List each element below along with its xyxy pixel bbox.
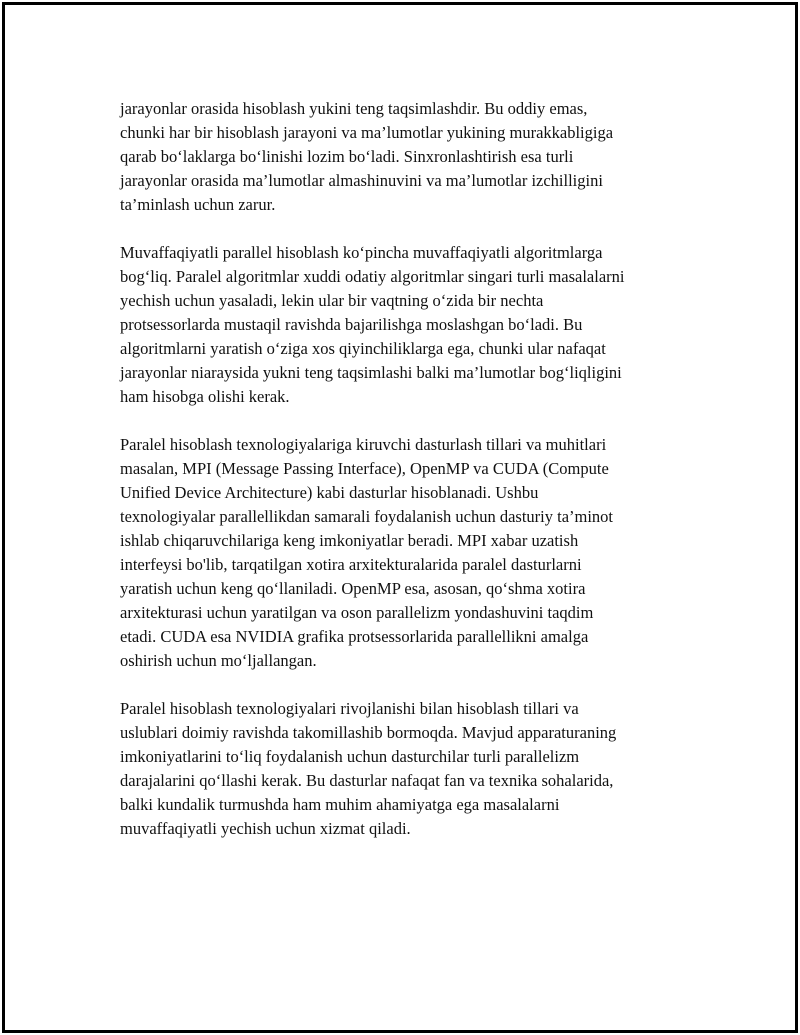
text-line: oshirish uchun mo‘ljallangan. [120, 651, 317, 670]
paragraph-1 [120, 97, 710, 217]
text-line: chunki har bir hisoblash jarayoni va ma’lumotlar yukining murakkabligiga [120, 123, 614, 142]
text-line: uslublari doimiy ravishda takomillashib bormoqda. Mavjud apparaturaning [120, 723, 617, 742]
text-line: ham hisobga olishi kerak. [120, 387, 290, 406]
text-line: imkoniyatlarini to‘liq foydalanish uchun dasturchilar turli parallelizm [120, 747, 580, 766]
document-body [120, 97, 710, 865]
text-line: muvaffaqiyatli yechish uchun xizmat qiladi. [120, 819, 411, 838]
paragraph-2 [120, 241, 710, 409]
text-line: ta’minlash uchun zarur. [120, 195, 276, 214]
text-line: jarayonlar orasida hisoblash yukini teng taqsimlashdir. Bu oddiy emas, [120, 99, 588, 118]
text-line: yechish uchun yasaladi, lekin ular bir vaqtning o‘zida bir nechta [120, 291, 544, 310]
text-line: Paralel hisoblash texnologiyalari rivojlanishi bilan hisoblash tillari va [120, 699, 579, 718]
paragraph-4 [120, 697, 710, 841]
text-line: interfeysi bo'lib, tarqatilgan xotira arxitekturalarida paralel dasturlarni [120, 555, 582, 574]
text-line: Unified Device Architecture) kabi dasturlar hisoblanadi. Ushbu [120, 483, 539, 502]
text-line: texnologiyalar parallellikdan samarali foydalanish uchun dasturiy ta’minot [120, 507, 614, 526]
text-line: jarayonlar orasida ma’lumotlar almashinuvini va ma’lumotlar izchilligini [120, 171, 603, 190]
text-line: qarab bo‘laklarga bo‘linishi lozim bo‘ladi. Sinxronlashtirish esa turli [120, 147, 574, 166]
text-line: Paralel hisoblash texnologiyalariga kiruvchi dasturlash tillari va muhitlari [120, 435, 607, 454]
text-line: jarayonlar niaraysida yukni teng taqsimlashi balki ma’lumotlar bog‘liqligini [120, 363, 622, 382]
text-line: algoritmlarni yaratish o‘ziga xos qiyinchiliklarga ega, chunki ular nafaqat [120, 339, 606, 358]
text-line: ishlab chiqaruvchilariga keng imkoniyatlar beradi. MPI xabar uzatish [120, 531, 579, 550]
text-line: bog‘liq. Paralel algoritmlar xuddi odatiy algoritmlar singari turli masalalarni [120, 267, 625, 286]
document-page [2, 2, 798, 1033]
text-line: masalan, MPI (Message Passing Interface), OpenMP va CUDA (Compute [120, 459, 609, 478]
text-line: arxitekturasi uchun yaratilgan va oson parallelizm yondashuvini taqdim [120, 603, 594, 622]
text-line: yaratish uchun keng qo‘llaniladi. OpenMP esa, asosan, qo‘shma xotira [120, 579, 586, 598]
paragraph-3 [120, 433, 710, 673]
text-line: balki kundalik turmushda ham muhim ahamiyatga ega masalalarni [120, 795, 560, 814]
text-line: protsessorlarda mustaqil ravishda bajarilishga moslashgan bo‘ladi. Bu [120, 315, 583, 334]
text-line: etadi. CUDA esa NVIDIA grafika protsessorlarida parallellikni amalga [120, 627, 589, 646]
text-line: darajalarini qo‘llashi kerak. Bu dasturlar nafaqat fan va texnika sohalarida, [120, 771, 614, 790]
text-line: Muvaffaqiyatli parallel hisoblash ko‘pincha muvaffaqiyatli algoritmlarga [120, 243, 603, 262]
